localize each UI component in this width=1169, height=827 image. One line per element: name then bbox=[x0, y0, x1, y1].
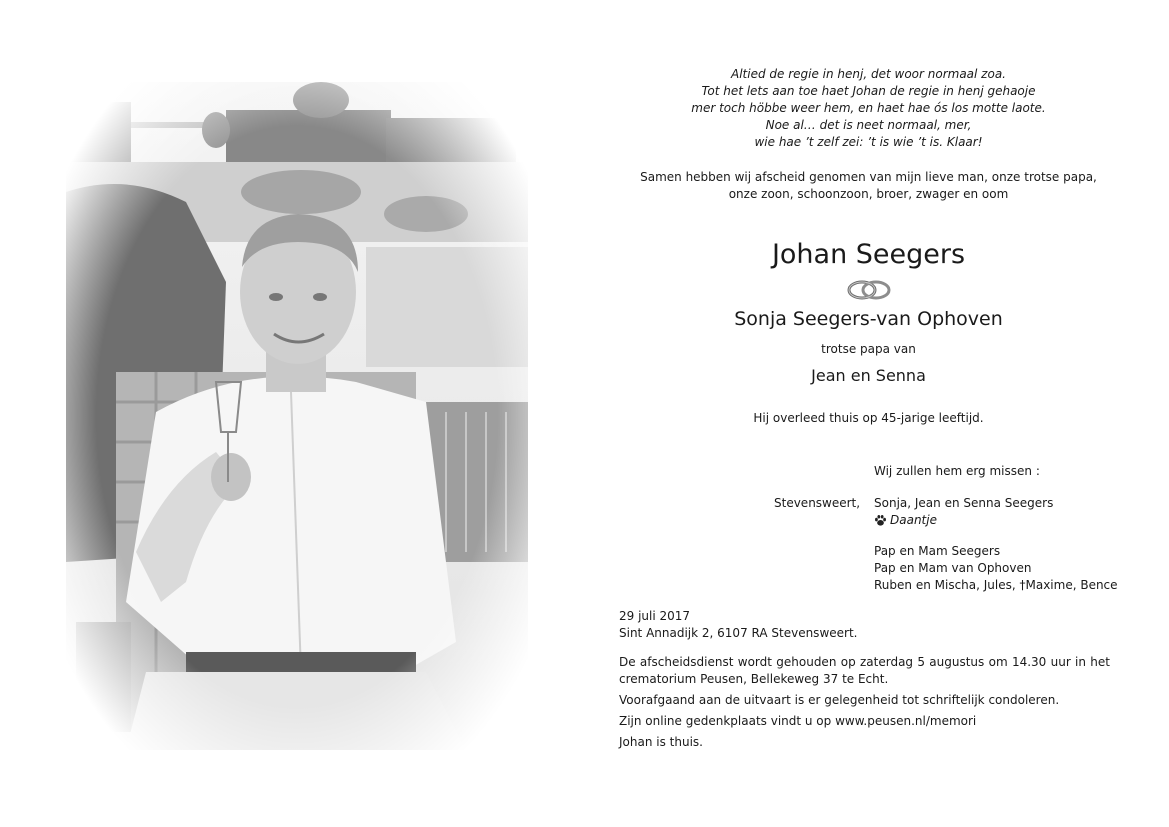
wedding-rings-icon bbox=[845, 278, 893, 302]
pet-name: Daantje bbox=[890, 513, 937, 527]
poem-line: Tot het lets aan toe haet Johan de regie in henj gehaoje bbox=[701, 84, 1036, 98]
partner-name: Sonja Seegers-van Ophoven bbox=[734, 308, 1003, 330]
family-place: Stevensweert, bbox=[774, 496, 861, 510]
pet-line bbox=[874, 512, 1118, 529]
family-line: Pap en Mam Seegers bbox=[874, 544, 1001, 558]
home-text: Johan is thuis. bbox=[619, 735, 703, 749]
poem-line: Altied de regie in henj, det woor normaal zoa. bbox=[731, 67, 1006, 81]
address-text: Sint Annadijk 2, 6107 RA Stevensweert. bbox=[619, 626, 858, 640]
passed-text: Hij overleed thuis op 45-jarige leeftijd. bbox=[753, 411, 984, 425]
online-text: Zijn online gedenkplaats vindt u op www.peusen.nl/memori bbox=[619, 714, 977, 728]
portrait-image bbox=[66, 82, 528, 750]
missen-text: Wij zullen hem erg missen : bbox=[874, 464, 1040, 478]
paw-print-icon bbox=[874, 514, 887, 527]
intro-line: Samen hebben wij afscheid genomen van mijn lieve man, onze trotse papa, bbox=[640, 170, 1097, 184]
service-text: De afscheidsdienst wordt gehouden op zaterdag 5 augustus om 14.30 uur in het crematorium Peusen, Bellekeweg 37 te Echt. bbox=[619, 655, 1110, 686]
intro-line: onze zoon, schoonzoon, broer, zwager en oom bbox=[728, 187, 1009, 201]
intro-text bbox=[620, 169, 1117, 203]
children-names: Jean en Senna bbox=[811, 366, 926, 385]
family-line: Sonja, Jean en Senna Seegers bbox=[874, 496, 1054, 510]
deceased-name: Johan Seegers bbox=[771, 239, 966, 270]
family-line: Pap en Mam van Ophoven bbox=[874, 561, 1032, 575]
service-details bbox=[619, 608, 1110, 755]
papa-label: trotse papa van bbox=[821, 342, 916, 356]
condolence-text: Voorafgaand aan de uitvaart is er gelegenheid tot schriftelijk condoleren. bbox=[619, 693, 1060, 707]
portrait-photo bbox=[66, 82, 528, 750]
family-line: Ruben en Mischa, Jules, †Maxime, Bence bbox=[874, 578, 1118, 592]
poem bbox=[620, 66, 1117, 151]
date-text: 29 juli 2017 bbox=[619, 609, 691, 623]
poem-line: mer toch höbbe weer hem, en haet hae ós los motte laote. bbox=[691, 101, 1046, 115]
family-list bbox=[874, 495, 1118, 594]
poem-line: wie hae ’t zelf zei: ’t is wie ’t is. Klaar! bbox=[754, 135, 983, 149]
poem-line: Noe al… det is neet normaal, mer, bbox=[765, 118, 972, 132]
